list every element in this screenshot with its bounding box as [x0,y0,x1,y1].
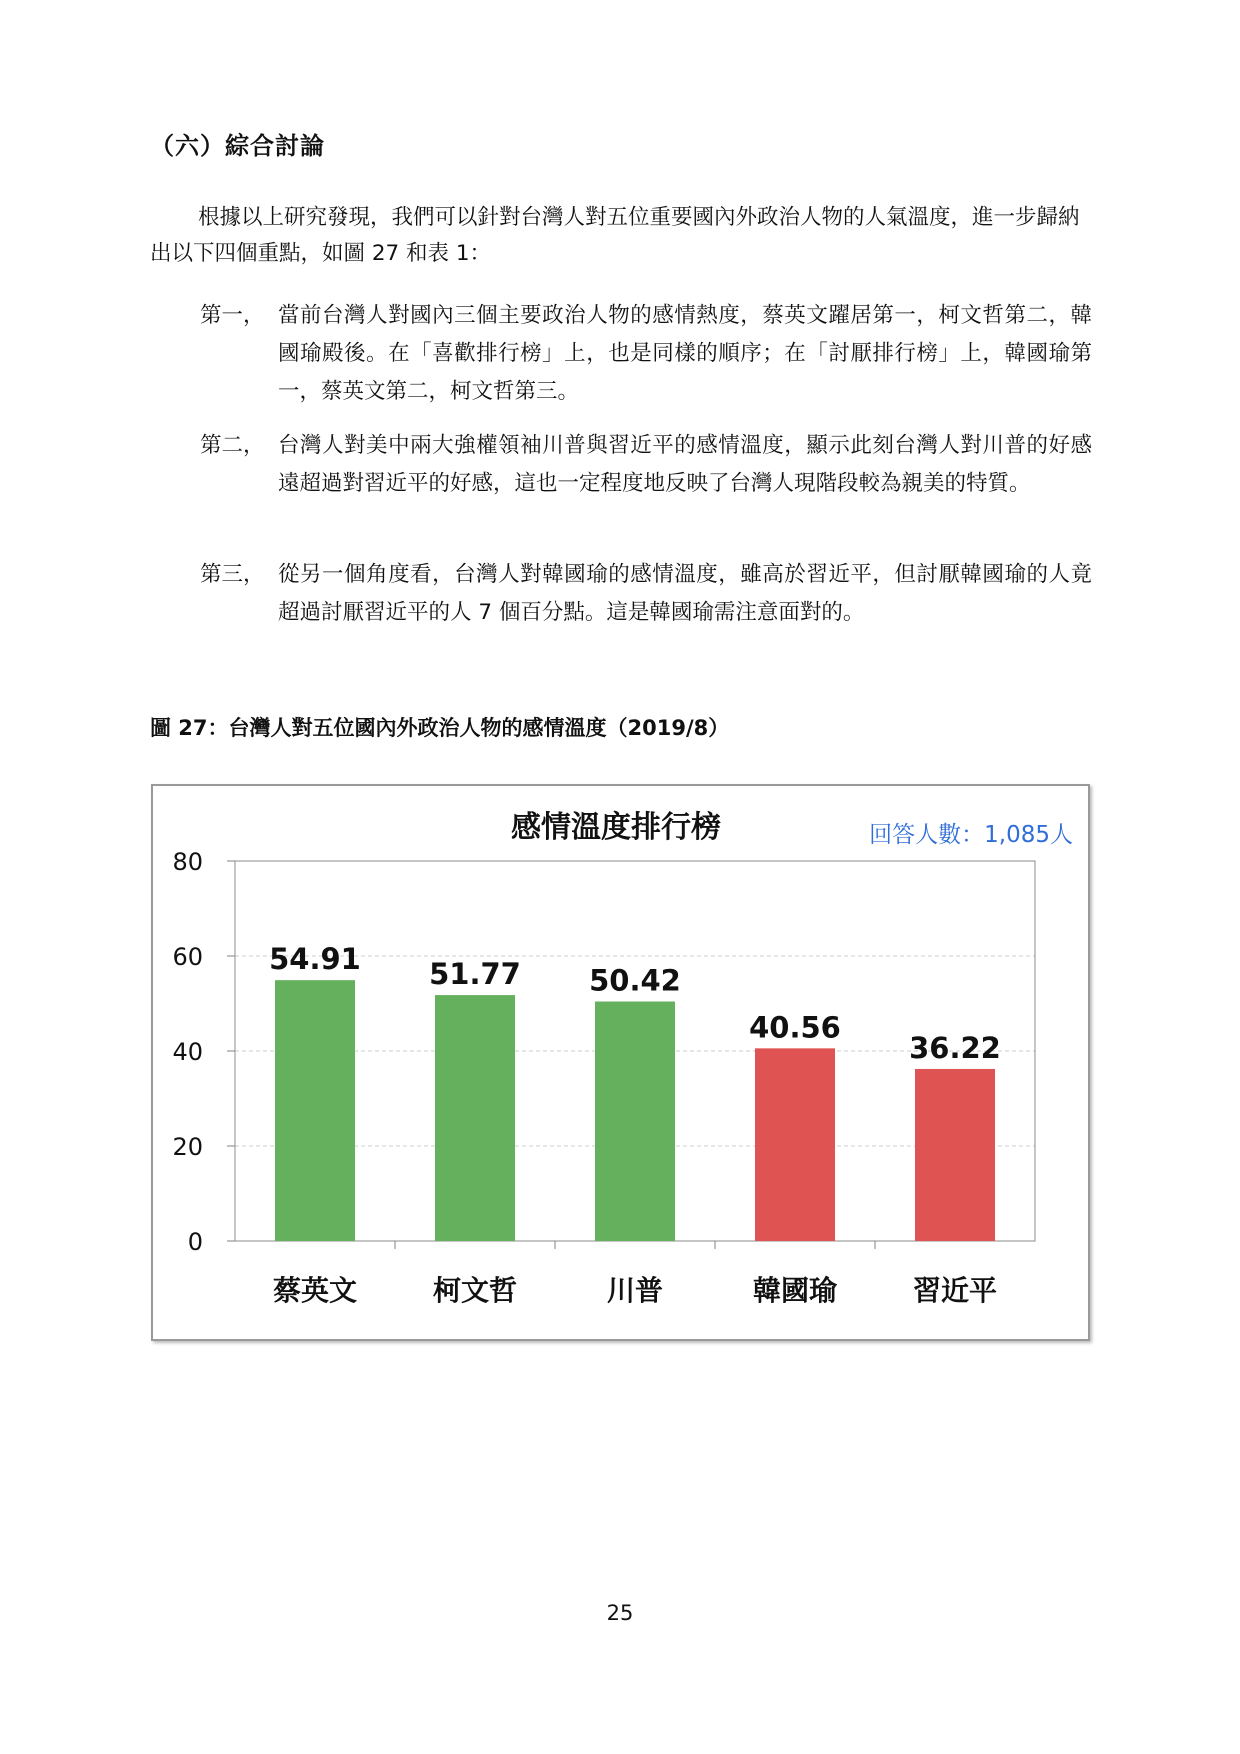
x-category-label: 川普 [606,1274,664,1307]
point-2-text: 台灣人對美中兩大強權領袖川普與習近平的感情溫度，顯示此刻台灣人對川普的好感遠超過對習近平的好感，這也一定程度地反映了台灣人現階段較為親美的特質。 [278,433,1092,496]
point-1-label: 第一， [200,303,265,328]
point-3 [200,556,1092,632]
point-1 [200,297,1092,411]
bar [595,1002,675,1241]
bar [275,980,355,1241]
x-category-label: 韓國瑜 [752,1274,838,1307]
point-2-label: 第二， [200,433,265,458]
point-3-text: 從另一個角度看，台灣人對韓國瑜的感情溫度，雖高於習近平，但討厭韓國瑜的人竟超過討厭習近平的人 7 個百分點。這是韓國瑜需注意面對的。 [278,562,1092,625]
intro-paragraph: 根據以上研究發現，我們可以針對台灣人對五位重要國內外政治人物的人氣溫度，進一步歸納出以下四個重點，如圖 27 和表 1： [150,205,1080,266]
y-tick-label: 80 [172,848,203,876]
x-category-label: 柯文哲 [432,1274,518,1307]
chart-frame [151,784,1090,1341]
x-category-label: 習近平 [912,1274,998,1307]
x-category-label: 蔡英文 [272,1274,358,1307]
data-label: 36.22 [909,1030,1001,1065]
point-1-text: 當前台灣人對國內三個主要政治人物的感情熱度，蔡英文躍居第一，柯文哲第二，韓國瑜殿後。在「喜歡排行榜」上，也是同樣的順序；在「討厭排行榜」上，韓國瑜第一，蔡英文第二，柯文哲第三。 [278,303,1092,404]
page-number: 25 [606,1601,634,1625]
y-tick-label: 40 [172,1038,203,1066]
section-title: （六）綜合討論 [150,132,325,160]
data-label: 54.91 [269,942,361,977]
data-label: 51.77 [429,957,521,992]
y-tick-label: 0 [187,1228,203,1256]
chart-title: 感情溫度排行榜 [511,810,721,845]
respondent-note: 回答人數：1,085人 [869,822,1073,848]
y-tick-label: 20 [172,1133,203,1161]
data-label: 40.56 [749,1010,841,1045]
bar [915,1069,995,1241]
point-3-label: 第三， [200,562,265,587]
y-tick-label: 60 [172,943,203,971]
bar [435,995,515,1241]
figure-caption: 圖 27：台灣人對五位國內外政治人物的感情溫度（2019/8） [150,716,730,740]
bar-chart [153,786,1088,1339]
data-label: 50.42 [589,963,681,998]
bar [755,1048,835,1241]
point-2 [200,427,1092,503]
